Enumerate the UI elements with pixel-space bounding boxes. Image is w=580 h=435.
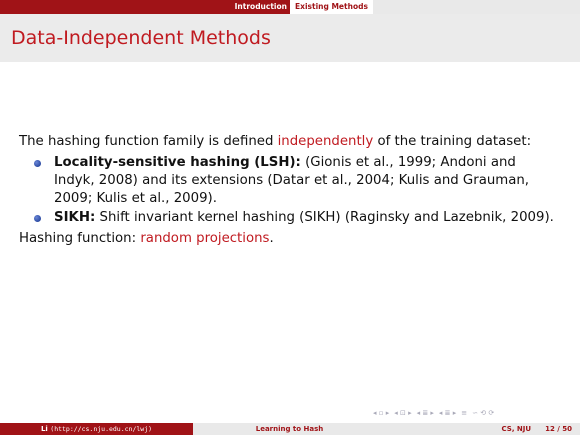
author-url[interactable]: (http://cs.nju.edu.cn/lwj) (50, 425, 153, 433)
footer-page-number: 12 / 50 (545, 425, 572, 433)
intro-highlight: independently (277, 134, 374, 149)
frame-nav-icon[interactable]: ◂ ▫ ▸ (373, 409, 390, 417)
bullet-sikh-text: Shift invariant kernel hashing (SIKH) (Raginsky and Lazebnik, 2009). (95, 210, 554, 225)
intro-text-after: of the training dataset: (373, 134, 532, 149)
subsection-nav-icon[interactable]: ◂ ⊡ ▸ (394, 409, 412, 417)
bullet-sikh-heading: SIKH: (54, 210, 96, 225)
author-name: Li (40, 425, 48, 433)
beamer-navigation-symbols (373, 409, 499, 417)
align-icon[interactable]: ≡ (461, 409, 468, 417)
footer-talk-title: Learning to Hash (193, 423, 386, 435)
subsec-nav-icon[interactable]: ◂ ≣ ▸ (438, 409, 457, 417)
hash-value: random projections (140, 231, 270, 246)
footer-bar (0, 423, 580, 435)
hash-end: . (269, 231, 274, 246)
bullet-lsh-text: (Gionis et al., 1999; Andoni and Indyk, 2008) and its extensions (Datar et al., 2004; Kulis and Grauman, 2009; Kulis et al., 2009). (54, 155, 530, 206)
nav-left-panel (0, 0, 290, 14)
section-nav-icon[interactable]: ◂ ≣ ▸ (416, 409, 434, 417)
nav-section-introduction[interactable]: Introduction (234, 2, 287, 11)
methods-list (19, 154, 559, 227)
bullet-lsh-heading: Locality-sensitive hashing (LSH): (54, 155, 301, 170)
intro-text-before: The hashing function family is defined (19, 134, 278, 149)
hashing-function-line (19, 230, 559, 248)
search-icon[interactable]: ∽ ⟲ ⟳ (472, 409, 495, 417)
footer-institution: CS, NJU (501, 425, 532, 433)
section-navigation-bar (0, 0, 580, 14)
intro-paragraph (19, 133, 559, 151)
nav-right-panel (290, 0, 580, 14)
list-item-sikh (19, 209, 559, 227)
nav-section-existing-methods[interactable]: Existing Methods (290, 0, 373, 14)
slide-content (19, 133, 559, 248)
list-item-lsh (19, 154, 559, 208)
footer-author (0, 423, 193, 435)
frame-title: Data-Independent Methods (11, 27, 271, 49)
hash-label: Hashing function: (19, 231, 141, 246)
bullet-ball-icon (34, 215, 41, 222)
footer-right (386, 423, 580, 435)
bullet-ball-icon (34, 160, 41, 167)
